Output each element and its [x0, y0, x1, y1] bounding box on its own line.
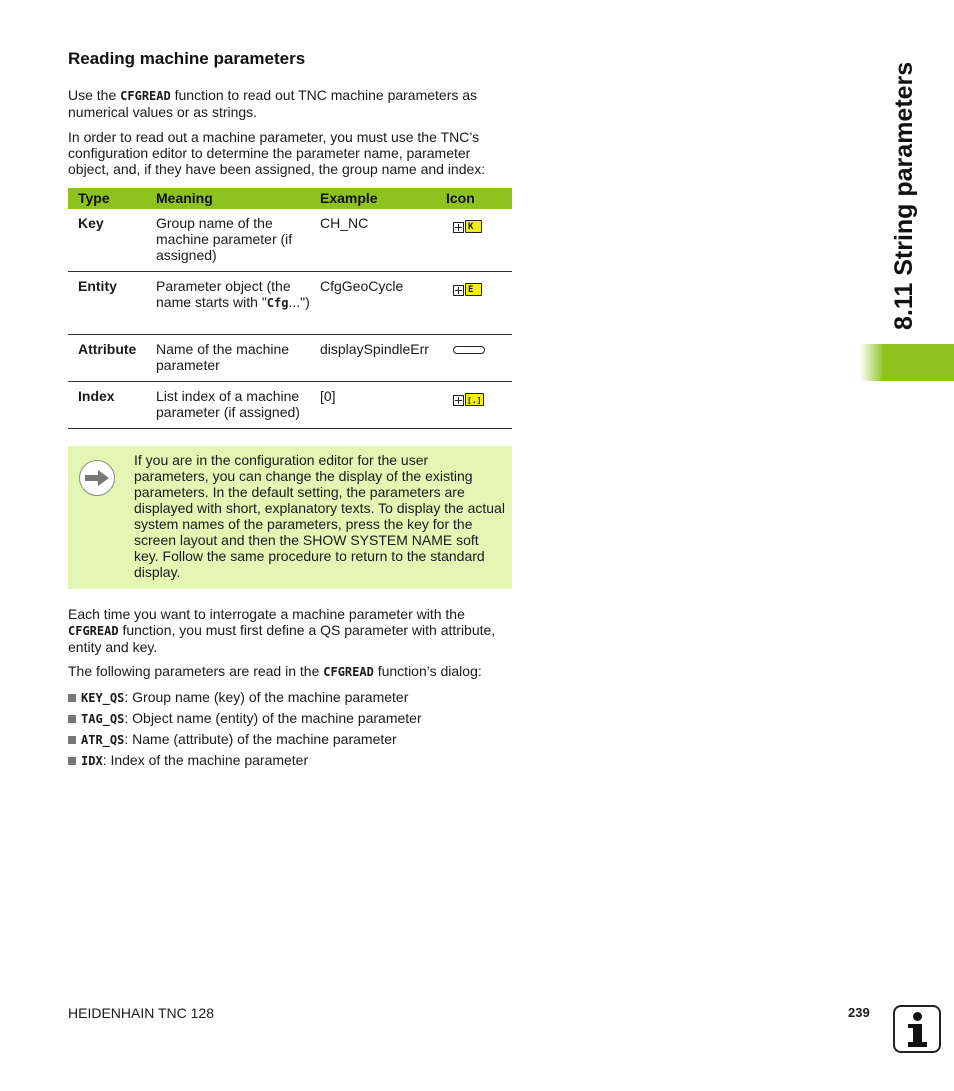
bullet-icon: [68, 736, 76, 744]
note-box: [68, 446, 512, 589]
arrow-right-icon: [79, 460, 115, 496]
row-example: CH_NC: [320, 209, 446, 272]
bullet-icon: [68, 715, 76, 723]
row-type: Attribute: [68, 335, 156, 382]
row-type: Key: [68, 209, 156, 272]
list-item: ATR_QS: Name (attribute) of the machine parameter: [68, 731, 422, 752]
row-meaning: Parameter object (the name starts with "Cfg..."): [156, 272, 320, 335]
header-meaning: Meaning: [156, 188, 320, 209]
chapter-tab-marker: [882, 344, 954, 381]
body-paragraph-1: Each time you want to interrogate a machine parameter with the CFGREAD function, you must first define a QS parameter with attribute, entity and key.: [68, 606, 496, 655]
row-type: Index: [68, 382, 156, 429]
folder-index-icon: [.]: [453, 392, 487, 408]
table-row: [68, 382, 512, 429]
header-icon: Icon: [446, 188, 512, 209]
row-type: Entity: [68, 272, 156, 335]
row-example: CfgGeoCycle: [320, 272, 446, 335]
chapter-tab-fade: [860, 344, 884, 381]
parameter-table: [68, 188, 512, 429]
row-example: [0]: [320, 382, 446, 429]
intro-paragraph-2: In order to read out a machine parameter, you must use the TNC’s configuration editor to determine the parameter name, parameter object, and, if they have been assigned, the group name and index:: [68, 129, 486, 177]
list-item: TAG_QS: Object name (entity) of the machine parameter: [68, 710, 422, 731]
table-row: [68, 335, 512, 382]
intro-paragraph-1: Use the CFGREAD function to read out TNC machine parameters as numerical values or as strings.: [68, 87, 478, 120]
list-item: KEY_QS: Group name (key) of the machine parameter: [68, 689, 422, 710]
section-heading: Reading machine parameters: [68, 49, 306, 68]
row-meaning: Name of the machine parameter: [156, 335, 320, 382]
cfgread-code: CFGREAD: [120, 89, 171, 103]
row-meaning: List index of a machine parameter (if assigned): [156, 382, 320, 429]
folder-k-icon: K: [453, 219, 487, 235]
row-example: displaySpindleErr: [320, 335, 446, 382]
list-item: IDX: Index of the machine parameter: [68, 752, 422, 773]
folder-e-icon: E: [453, 282, 487, 298]
row-meaning: Group name of the machine parameter (if assigned): [156, 209, 320, 272]
attribute-slot-icon: [453, 346, 485, 354]
footer-manual-title: HEIDENHAIN TNC 128: [68, 1005, 215, 1021]
chapter-side-title: 8.11 String parameters: [890, 61, 918, 330]
page-number: 239: [848, 1005, 870, 1020]
table-header-row: [68, 188, 512, 209]
info-icon[interactable]: [893, 1005, 941, 1053]
bullet-icon: [68, 757, 76, 765]
bullet-icon: [68, 694, 76, 702]
table-row: [68, 209, 512, 272]
header-example: Example: [320, 188, 446, 209]
table-row: [68, 272, 512, 335]
body-paragraph-2: The following parameters are read in the CFGREAD function’s dialog:: [68, 663, 482, 679]
header-type: Type: [68, 188, 156, 209]
parameter-list: [68, 689, 422, 773]
note-text: If you are in the configuration editor for the user parameters, you can change the display of the existing parameters. In the default setting, the parameters are displayed with short, explanatory texts. To display the actual system names of the parameters, press the key for the screen layout and then the SHOW SYSTEM NAME soft key. Follow the same procedure to return to the standard display.: [134, 452, 505, 580]
